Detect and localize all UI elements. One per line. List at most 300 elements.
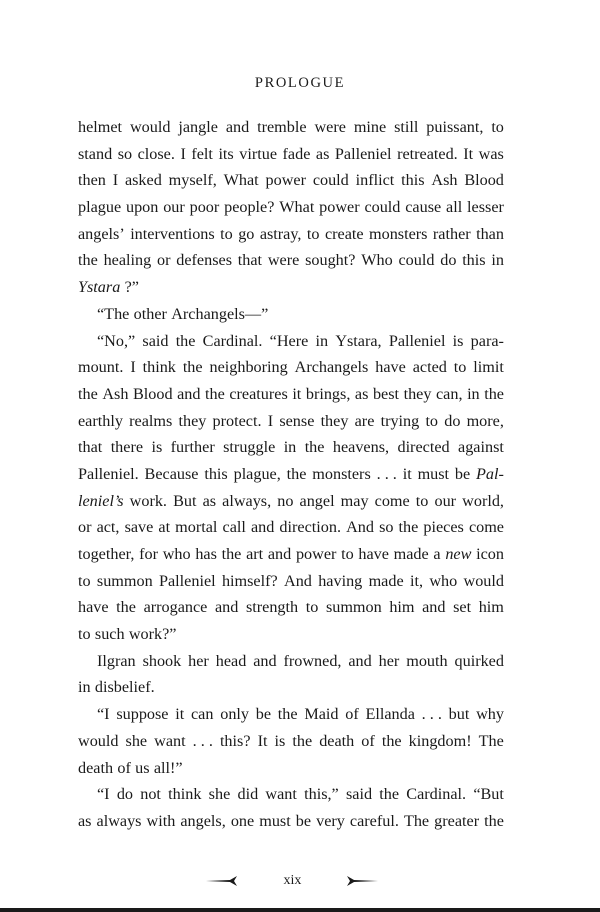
word: the (381, 731, 402, 750)
word: all (446, 198, 463, 217)
word: heavens, (332, 438, 390, 457)
word: pieces (423, 518, 464, 537)
text-line (78, 728, 504, 755)
word: be (255, 705, 272, 724)
word: as (354, 384, 369, 403)
text-line (78, 701, 504, 728)
word: be (454, 464, 471, 483)
word: a (433, 545, 441, 563)
word: to (306, 224, 320, 243)
word: I (180, 144, 186, 163)
word: act, (96, 518, 120, 537)
word: the (286, 464, 307, 483)
word: it, (409, 571, 423, 590)
word: cause (405, 198, 442, 217)
word: all!” (153, 758, 183, 777)
word: our (434, 491, 457, 510)
word: were (267, 251, 300, 270)
word: as (78, 811, 92, 830)
word: or (78, 518, 92, 537)
text-line (78, 594, 504, 621)
word: its (218, 144, 234, 163)
word (476, 461, 504, 488)
text-line (78, 568, 504, 595)
word: What (279, 198, 315, 217)
word: this? (219, 731, 251, 750)
bottom-edge-rule (0, 908, 600, 912)
word: mouth (406, 651, 448, 670)
word: more, (466, 411, 504, 430)
word: The (478, 731, 504, 750)
word: “But (473, 785, 504, 804)
word: come (374, 491, 410, 510)
word: having (318, 571, 363, 590)
word: call (222, 518, 246, 537)
word: us (135, 758, 150, 777)
word: best (372, 384, 400, 403)
word: suppose (116, 705, 169, 724)
word: puissant, (426, 118, 484, 136)
word: can (191, 705, 214, 724)
word: The (403, 811, 430, 830)
word: further (170, 438, 215, 457)
word: is (274, 731, 286, 750)
word: would (129, 118, 171, 136)
word: frowned, (283, 651, 342, 670)
word: world, (462, 491, 504, 510)
word: “I (97, 705, 110, 724)
word: the (182, 358, 203, 377)
page-footer (0, 870, 600, 894)
word: must (417, 464, 450, 483)
word: defenses (176, 251, 232, 270)
word: kingdom! (408, 731, 472, 750)
word: icon (476, 545, 504, 563)
word: the (304, 438, 325, 457)
word: her (378, 651, 400, 670)
word: then (78, 171, 106, 190)
word: And (346, 518, 374, 537)
text-line (78, 274, 504, 301)
word: earthly (78, 411, 123, 430)
word: there (110, 438, 144, 457)
word: the (116, 598, 136, 617)
word: protect. (212, 411, 262, 430)
word: other (133, 304, 167, 323)
word: has (195, 545, 217, 563)
word: no (277, 491, 294, 510)
word: with (146, 811, 176, 830)
word: myself, (168, 171, 217, 190)
word: It (257, 731, 268, 750)
word: realms (129, 411, 173, 430)
word: together, (78, 545, 135, 563)
word: mine (353, 118, 387, 136)
word: create (324, 224, 364, 243)
word: want (154, 731, 186, 750)
word: “I (97, 785, 110, 804)
word: one (230, 811, 255, 830)
word: do (440, 251, 457, 270)
text-line (78, 141, 504, 168)
word: they (320, 411, 349, 430)
word: and (214, 598, 239, 617)
text-line (78, 808, 504, 835)
word: said (142, 331, 169, 350)
word: to (78, 571, 91, 590)
word: so (117, 144, 133, 163)
body-text (78, 114, 504, 835)
word: to (425, 411, 439, 430)
word: ?” (124, 278, 139, 297)
word: . . . (421, 705, 442, 724)
word: direction. (279, 518, 342, 537)
word: who (429, 571, 458, 590)
word: “No,” (97, 331, 136, 350)
text-line (78, 541, 504, 568)
word: him (478, 598, 504, 617)
word: may (340, 491, 369, 510)
right-ornament-icon (344, 875, 378, 887)
word: this (462, 251, 486, 270)
word: sense (279, 411, 315, 430)
word: must (259, 811, 291, 830)
word: made (368, 571, 404, 590)
word: this (401, 171, 425, 190)
word: struggle (223, 438, 276, 457)
word: strength (245, 598, 299, 617)
word: could (312, 171, 349, 190)
word: it (292, 384, 302, 403)
word: Ellanda (365, 705, 415, 724)
word: . . . (192, 731, 213, 750)
word: power (295, 545, 337, 563)
word: careful. (349, 811, 399, 830)
word: quirked (454, 651, 504, 670)
word: why (476, 705, 504, 724)
text-line (78, 221, 504, 248)
word: to (78, 625, 91, 644)
word: they (178, 411, 207, 430)
word: is (151, 438, 163, 457)
word: think (168, 785, 202, 804)
text-line (78, 328, 504, 355)
word: What (223, 171, 259, 190)
word: mortal (175, 518, 218, 537)
italic-word: new (445, 545, 472, 563)
word: Blood (132, 384, 173, 403)
text-line (78, 781, 504, 808)
word: I (130, 358, 136, 377)
word: always (96, 811, 142, 830)
word: Who (361, 251, 393, 270)
word: But (173, 491, 197, 510)
word: to (491, 118, 504, 136)
word: can, (436, 384, 463, 403)
word: Ash (102, 384, 129, 403)
word: such (94, 625, 125, 644)
word: in (315, 331, 329, 350)
word: Ilgran (97, 651, 136, 670)
word: the (175, 331, 196, 350)
word: not (140, 785, 161, 804)
word: limit (473, 358, 504, 377)
word: only (220, 705, 249, 724)
word: and (348, 651, 372, 670)
word: it (402, 464, 412, 483)
word: rather (432, 224, 471, 243)
word: I (112, 171, 119, 190)
word: our (163, 198, 185, 217)
page-number: xix (283, 873, 302, 888)
word: himself? (221, 571, 278, 590)
word: plague, (233, 464, 281, 483)
word: felt (191, 144, 213, 163)
word: upon (125, 198, 159, 217)
word: greater (434, 811, 480, 830)
word: the (205, 384, 225, 403)
word: power (319, 198, 360, 217)
word: Palleniel. (78, 464, 139, 483)
word: the (484, 384, 504, 403)
word: Because (144, 464, 199, 483)
word: interventions (130, 224, 215, 243)
word: or (157, 251, 171, 270)
italic-word: Ystara (78, 278, 121, 297)
word: mount. (78, 358, 124, 377)
word: It (463, 144, 474, 163)
word: directed (397, 438, 450, 457)
word: Archangels (294, 358, 369, 377)
word: very (316, 811, 345, 830)
word: it (175, 705, 185, 724)
word: as (202, 491, 217, 510)
word: have (375, 358, 406, 377)
word: work. (129, 491, 167, 510)
word: brings, (305, 384, 351, 403)
text-line (78, 354, 504, 381)
word: angels’ (78, 224, 125, 243)
word: against (458, 438, 504, 457)
word: could (398, 251, 435, 270)
word: set (453, 598, 472, 617)
word: the (379, 785, 400, 804)
word: astray, (259, 224, 302, 243)
text-line (78, 461, 504, 488)
word: for (139, 545, 159, 563)
word: this,” (304, 785, 339, 804)
text-line (78, 247, 504, 274)
text-line (78, 408, 504, 435)
word: the (78, 251, 98, 270)
word: of (345, 705, 359, 724)
word: have (358, 545, 389, 563)
word: would (78, 731, 119, 750)
word: Palleniel (158, 571, 216, 590)
word: do (444, 411, 461, 430)
word: creatures (229, 384, 288, 403)
word: work?” (128, 625, 177, 644)
word: angel (299, 491, 335, 510)
word: head (215, 651, 247, 670)
word: be (295, 811, 312, 830)
word: the (398, 518, 419, 537)
word (78, 274, 120, 301)
word: the (78, 384, 98, 403)
word: Cardinal. (202, 331, 263, 350)
word: of (117, 758, 131, 777)
word: to (305, 598, 319, 617)
word: the (277, 705, 298, 724)
text-line (78, 434, 504, 461)
word: the (292, 731, 313, 750)
word: and (253, 651, 277, 670)
word: Maid (304, 705, 339, 724)
text-line (78, 488, 504, 515)
word: save (124, 518, 154, 537)
word: at (158, 518, 171, 537)
word: monsters (312, 464, 371, 483)
word: lesser (467, 198, 504, 217)
word: to (220, 224, 233, 243)
word: and (422, 598, 446, 617)
word: would (463, 571, 504, 590)
word: to (453, 358, 467, 377)
text-line (78, 167, 504, 194)
word: power (265, 171, 306, 190)
text-line (78, 301, 504, 328)
word: stand (78, 144, 113, 163)
word: Blood (464, 171, 504, 190)
word: shook (142, 651, 182, 670)
word: fade (282, 144, 311, 163)
word: and (225, 118, 250, 136)
word: the (221, 545, 242, 563)
word: acted (412, 358, 447, 377)
word (445, 541, 471, 568)
word: poor (189, 198, 220, 217)
word: could (364, 198, 401, 217)
word: Palleniel (334, 144, 392, 163)
text-line (78, 755, 504, 782)
word: they (403, 384, 432, 403)
word: para- (470, 331, 504, 350)
word: in (467, 384, 480, 403)
word: made (393, 545, 429, 563)
word: in (491, 251, 504, 270)
word: art (246, 545, 264, 563)
word: virtue (239, 144, 278, 163)
word: and (177, 384, 201, 403)
italic-word: leniel’s (78, 491, 124, 510)
word: . . . (376, 464, 397, 483)
word: jangle (178, 118, 218, 136)
word: come (468, 518, 504, 537)
word: but (448, 705, 470, 724)
word: think (142, 358, 176, 377)
word: disbelief. (94, 678, 155, 697)
word: did (237, 785, 259, 804)
word: Palleniel (388, 331, 446, 350)
word: want (265, 785, 297, 804)
word: I (267, 411, 274, 430)
word: said (345, 785, 373, 804)
word: that (237, 251, 263, 270)
word: arrogance (143, 598, 208, 617)
word: inflict (355, 171, 395, 190)
word: and (250, 518, 275, 537)
word: and (267, 545, 292, 563)
word: monsters (369, 224, 428, 243)
word: him (389, 598, 415, 617)
word: to (341, 545, 354, 563)
word: were (314, 118, 346, 136)
word: her (188, 651, 209, 670)
word: was (478, 144, 504, 163)
word: this (204, 464, 228, 483)
word: sought? (305, 251, 356, 270)
word: asked (124, 171, 162, 190)
text-line (78, 674, 504, 701)
word: she (125, 731, 148, 750)
word: Cardinal. (406, 785, 467, 804)
word: in (283, 438, 297, 457)
text-line (78, 381, 504, 408)
word: go (238, 224, 255, 243)
word: people? (224, 198, 275, 217)
word: And (284, 571, 312, 590)
word: are (354, 411, 375, 430)
text-line (78, 114, 504, 141)
word: plague (78, 198, 122, 217)
word: death (78, 758, 114, 777)
word: “The (97, 304, 130, 323)
word: tremble (257, 118, 307, 136)
italic-word: Pal- (476, 464, 504, 483)
word: angels, (180, 811, 226, 830)
word: still (394, 118, 419, 136)
word: retreated. (397, 144, 458, 163)
word: is (452, 331, 464, 350)
word: summon (325, 598, 382, 617)
word: Ash (431, 171, 458, 190)
word: in (78, 678, 91, 697)
word: the (484, 811, 504, 830)
word (78, 488, 124, 515)
word: so (379, 518, 394, 537)
running-head: PROLOGUE (254, 75, 346, 91)
text-line (78, 621, 504, 648)
word: she (208, 785, 231, 804)
word: as (315, 144, 330, 163)
word: summon (96, 571, 153, 590)
word: to (415, 491, 429, 510)
word: Ystara, (335, 331, 382, 350)
text-line (78, 648, 504, 675)
word: that (78, 438, 103, 457)
word: of (361, 731, 375, 750)
word: death (319, 731, 355, 750)
word: who (162, 545, 191, 563)
word: Archangels—” (171, 304, 269, 323)
word: close. (137, 144, 175, 163)
word: neighboring (209, 358, 288, 377)
word: helmet (78, 118, 123, 136)
word: always, (222, 491, 272, 510)
word: than (476, 224, 504, 243)
word: have (78, 598, 109, 617)
text-line (78, 194, 504, 221)
